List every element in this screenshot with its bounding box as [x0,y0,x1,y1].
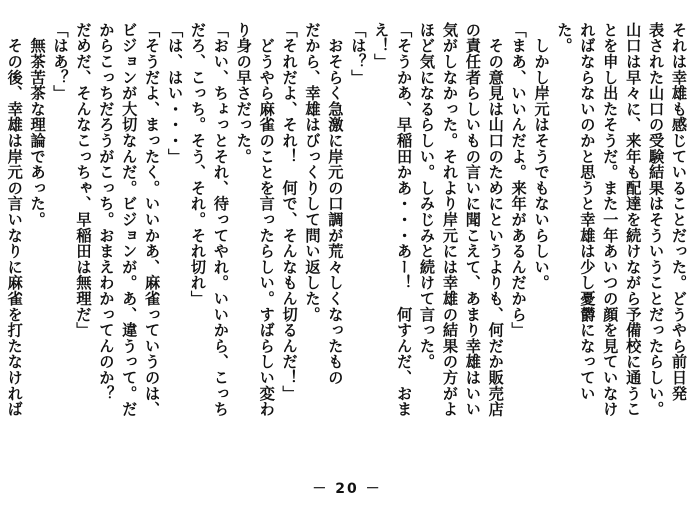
text-line: だろ、こっち。そう、それ。それ切れ」 [188,22,207,307]
text-line: 「そうかあ、早稲田かあ・・・あー！ 何すんだ、おま [395,22,414,417]
text-line: た。 [555,22,574,54]
text-line: え！」 [372,22,391,70]
text-line: 「は？」 [349,22,368,86]
text-line: 気がしなかった。それより岸元には幸雄の結果の方がよ [440,22,459,417]
novel-text-block [4,22,690,452]
text-line: しかし岸元はそうでもないらしい。 [532,22,551,291]
text-line: おそらく急激に岸元の口調が荒々しくなったもの [326,22,345,386]
text-line: ればならないのかと思うと幸雄は少し憂欝になってい [578,22,597,402]
text-line: 「まあ、いいんだよ。来年があるんだから」 [509,22,528,338]
text-line: の責任者らしいもの言いに聞こえて、あまり幸雄はいい [463,22,482,417]
text-line: ほど気になるらしい。しみじみと続けて言った。 [418,22,437,370]
text-line: 表された山口の受験結果はそういうことだったらしい。 [647,22,666,417]
text-line [0,22,3,452]
text-line: それは幸雄も感じていることだった。どうやら前日発 [670,22,688,402]
text-line: その意見は山口のためにというよりも、何だか販売店 [486,22,505,417]
text-line: り身の早さだった。 [234,22,253,165]
text-line: 山口は早々に、来年も配達を続けながら予備校に通うこ [624,22,643,417]
text-line: その後、幸雄は岸元の言いなりに麻雀を打たなければ [5,22,24,417]
text-line: 「それだよ、それ！ 何で、そんなもん切るんだ！」 [280,22,299,402]
text-line: ビジョンが大切なんだ。ビジョンが。あ、違うって。だ [120,22,139,417]
page-number: － 20 － [312,481,382,497]
text-line: とを申し出たそうだ。また一年あいつの顔を見ていなけ [601,22,620,417]
text-line: 「はあ？」 [51,22,70,101]
text-line: 「そうだよ、まったく。いいかあ、麻雀っていうのは、 [143,22,162,417]
text-line: 無茶苦茶な理論であった。 [28,22,47,228]
text-line: だめだ、そんなこっちゃ、早稲田は無理だ」 [74,22,93,338]
text-line: からこっちだろうがこっち。おまえわかってんのか？ [97,22,116,402]
text-line: どうやら麻雀のことを言ったらしい。すばらしい変わ [257,22,276,417]
text-line: 「おい、ちょっとそれ、待ってやれ。いいから、こっち [211,22,230,417]
text-line: だから、幸雄はびっくりして問い返した。 [303,22,322,323]
text-line: 「は、はい・・・」 [166,22,185,165]
